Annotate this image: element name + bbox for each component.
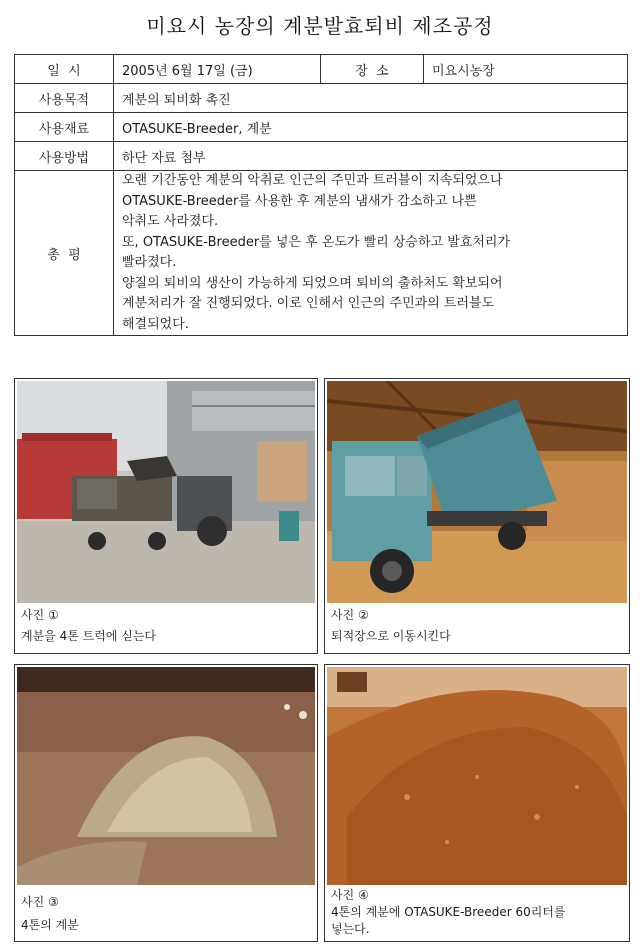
date-place-row <box>15 55 628 84</box>
review-line: 빨라졌다. <box>122 255 177 270</box>
method-row <box>15 142 628 171</box>
photo-1-caption: 계분을 4톤 트럭에 싣는다 <box>21 629 156 643</box>
review-line: OTASUKE-Breeder를 사용한 후 계분의 냄새가 감소하고 나쁜 <box>122 193 477 209</box>
place-value: 미요시농장 <box>424 55 628 84</box>
info-table <box>14 54 628 336</box>
photo-4-caption-line2: 넣는다. <box>331 922 370 936</box>
materials-value: OTASUKE-Breeder, 계분 <box>114 113 628 142</box>
photo-2-caption: 퇴적장으로 이동시킨다 <box>331 629 451 643</box>
photo-4-breeder-added-pile <box>327 667 627 885</box>
review-line: 악취도 사라졌다. <box>122 214 219 229</box>
review-label: 총 평 <box>15 171 114 336</box>
photo-3-caption: 4톤의 계분 <box>21 918 79 932</box>
photo-4-caption: 4톤의 계분에 OTASUKE-Breeder 60리터를 <box>331 905 566 919</box>
materials-row <box>15 113 628 142</box>
purpose-value: 계분의 퇴비화 촉진 <box>114 84 628 113</box>
method-label: 사용방법 <box>15 142 114 171</box>
photo-2-dump-truck <box>327 381 627 603</box>
review-row <box>15 171 628 336</box>
photo-panel-2 <box>324 378 630 654</box>
materials-label: 사용재료 <box>15 113 114 142</box>
review-line: 해결되었다. <box>122 316 189 332</box>
date-value: 2005년 6월 17일 (금) <box>114 55 321 84</box>
date-label: 일 시 <box>15 55 114 84</box>
review-line: 또, OTASUKE-Breeder를 넣은 후 온도가 빨리 상승하고 발효처리가 <box>122 234 511 250</box>
photo-4-number: 사진 ④ <box>331 888 369 902</box>
photo-panel-4 <box>324 664 630 942</box>
review-line: 계분처리가 잘 진행되었다. 이로 인해서 인근의 주민과의 트러블도 <box>122 296 495 311</box>
place-label: 장 소 <box>321 55 424 84</box>
photo-2-number: 사진 ② <box>331 608 369 622</box>
photo-panel-3 <box>14 664 318 942</box>
review-line: 오랜 기간동안 계분의 악취로 인근의 주민과 트러블이 지속되었으나 <box>122 173 503 188</box>
method-value: 하단 자료 첨부 <box>114 142 628 171</box>
photo-1-number: 사진 ① <box>21 608 59 622</box>
photo-3-manure-pile <box>17 667 315 885</box>
purpose-row <box>15 84 628 113</box>
document-title: 미요시 농장의 계분발효퇴비 제조공정 <box>146 14 494 38</box>
review-line: 양질의 퇴비의 생산이 가능하게 되었으며 퇴비의 출하처도 확보되어 <box>122 275 503 291</box>
review-text <box>114 171 628 336</box>
photo-3-number: 사진 ③ <box>21 895 59 909</box>
photo-1-truck-loading <box>17 381 315 603</box>
purpose-label: 사용목적 <box>15 84 114 113</box>
photo-panel-1 <box>14 378 318 654</box>
